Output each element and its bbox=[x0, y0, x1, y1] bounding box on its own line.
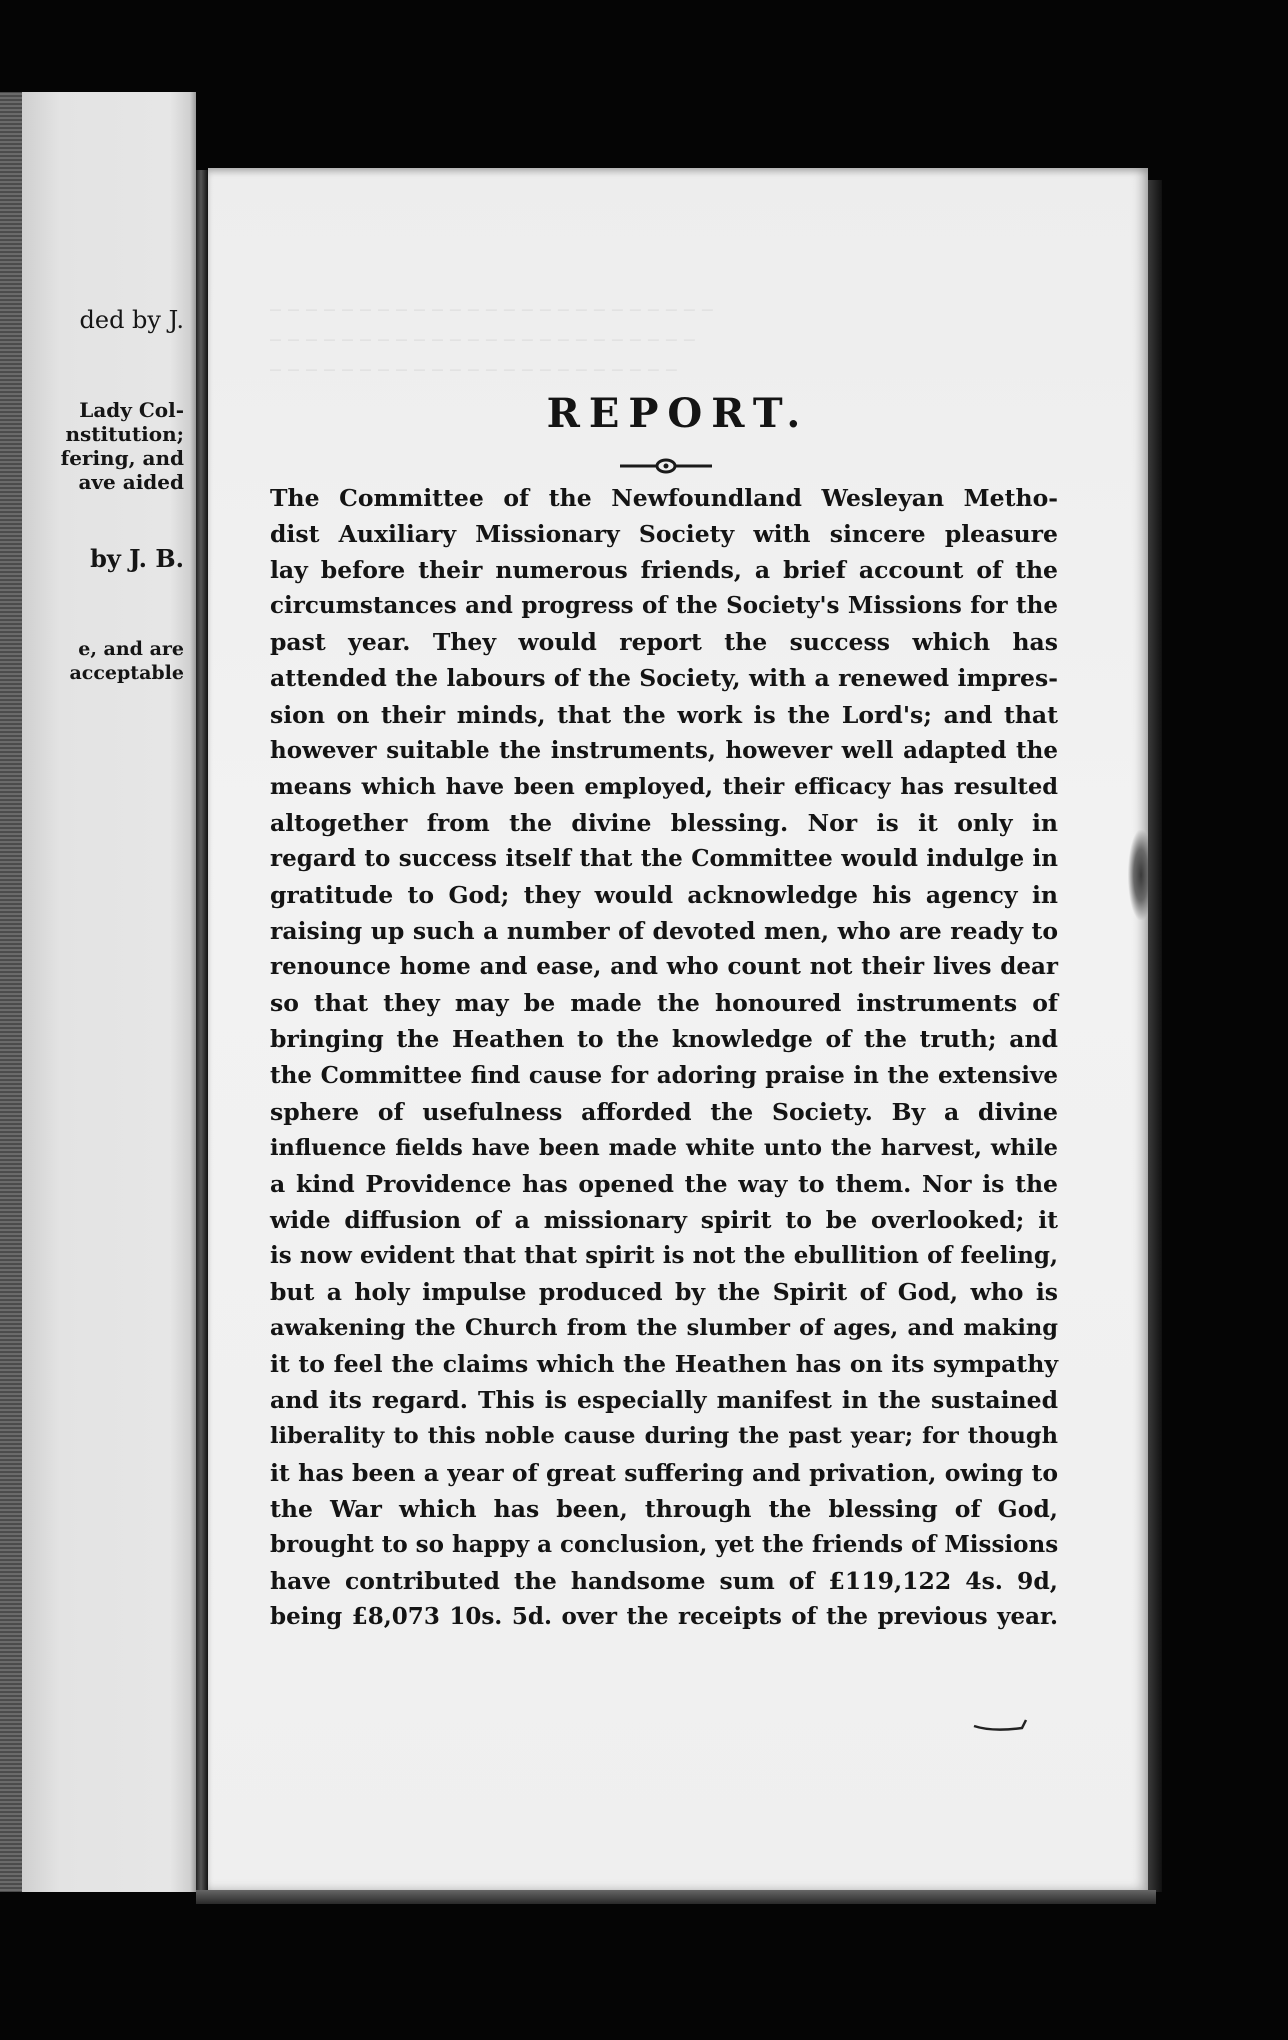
left-page-line: by J. B. bbox=[90, 544, 184, 573]
facing-page-left bbox=[0, 92, 196, 1892]
body-line: lay before their numerous friends, a brief account of the bbox=[270, 556, 1058, 585]
body-line: however suitable the instruments, however well adapted the bbox=[270, 736, 1058, 764]
body-line: is now evident that that spirit is not the ebullition of feeling, bbox=[270, 1241, 1058, 1269]
body-line: a kind Providence has opened the way to them. Nor is the bbox=[270, 1169, 1058, 1198]
body-line: the War which has been, through the blessing of God, bbox=[270, 1494, 1058, 1523]
left-page-line: fering, and bbox=[60, 446, 184, 470]
body-line: have contributed the handsome sum of £119,122 4s. 9d, bbox=[270, 1566, 1058, 1595]
bleed-through-text: _ _ _ _ _ _ _ _ _ _ _ _ _ _ _ _ _ _ _ _ _ _ _ bbox=[270, 346, 677, 371]
body-line: gratitude to God; they would acknowledge his agency in bbox=[270, 881, 1058, 910]
report-page bbox=[208, 168, 1148, 1890]
report-body bbox=[270, 480, 1058, 1635]
body-line: it has been a year of great suffering and privation, owing to bbox=[270, 1458, 1058, 1487]
body-line: wide diffusion of a missionary spirit to be overlooked; it bbox=[270, 1205, 1058, 1234]
page-gutter bbox=[196, 170, 208, 1890]
bleed-through-text: _ _ _ _ _ _ _ _ _ _ _ _ _ _ _ _ _ _ _ _ _ _ _ _ bbox=[270, 316, 695, 341]
body-line: being £8,073 10s. 5d. over the receipts of the previous year. bbox=[270, 1602, 1058, 1630]
body-line: raising up such a number of devoted men, who are ready to bbox=[270, 917, 1058, 946]
body-line: means which have been employed, their efficacy has resulted bbox=[270, 773, 1058, 800]
page-title: REPORT. bbox=[546, 390, 810, 437]
body-line: liberality to this noble cause during the past year; for though bbox=[270, 1423, 1058, 1450]
body-line: and its regard. This is especially manifest in the sustained bbox=[270, 1386, 1058, 1415]
body-line: renounce home and ease, and who count not their lives dear bbox=[270, 953, 1058, 981]
body-line: the Committee find cause for adoring praise in the extensive bbox=[270, 1061, 1058, 1089]
left-page-line: nstitution; bbox=[65, 422, 184, 446]
body-line: circumstances and progress of the Society's Missions for the bbox=[270, 592, 1058, 620]
body-line: but a holy impulse produced by the Spirit of God, who is bbox=[270, 1278, 1058, 1307]
body-line: brought to so happy a conclusion, yet the friends of Missions bbox=[270, 1530, 1059, 1558]
body-line: attended the labours of the Society, with a renewed impres- bbox=[270, 664, 1058, 693]
left-page-line: Lady Col- bbox=[79, 398, 184, 422]
body-line: so that they may be made the honoured instruments of bbox=[270, 989, 1058, 1018]
left-page-line: e, and are bbox=[78, 638, 184, 660]
body-line: sion on their minds, that the work is the Lord's; and that bbox=[270, 700, 1058, 729]
page-edge-bottom bbox=[196, 1890, 1156, 1904]
page-edge-right bbox=[1148, 180, 1162, 1892]
ornament-divider-icon bbox=[616, 456, 716, 476]
body-line: regard to success itself that the Committee would indulge in bbox=[270, 844, 1058, 872]
pencil-mark bbox=[972, 1714, 1032, 1734]
body-line: influence fields have been made white unto the harvest, while bbox=[270, 1134, 1058, 1161]
body-line: sphere of usefulness afforded the Society. By a divine bbox=[270, 1097, 1058, 1126]
bleed-through-text: _ _ _ _ _ _ _ _ _ _ _ _ _ _ _ _ _ _ _ _ _ _ _ _ _ bbox=[270, 286, 713, 311]
left-page-line: acceptable bbox=[69, 662, 184, 684]
left-page-line: ded by J. bbox=[79, 306, 184, 334]
body-line: past year. They would report the success which has bbox=[270, 628, 1058, 657]
body-line: bringing the Heathen to the knowledge of the truth; and bbox=[270, 1025, 1058, 1054]
body-line: awakening the Church from the slumber of ages, and making bbox=[270, 1315, 1058, 1342]
left-page-line: ave aided bbox=[78, 470, 184, 494]
binding-strip bbox=[0, 92, 22, 1892]
body-line: dist Auxiliary Missionary Society with sincere pleasure bbox=[270, 520, 1058, 549]
body-line: it to feel the claims which the Heathen has on its sympathy bbox=[270, 1350, 1058, 1379]
body-line: The Committee of the Newfoundland Wesleyan Metho- bbox=[270, 484, 1058, 512]
body-line: altogether from the divine blessing. Nor is it only in bbox=[270, 808, 1058, 837]
